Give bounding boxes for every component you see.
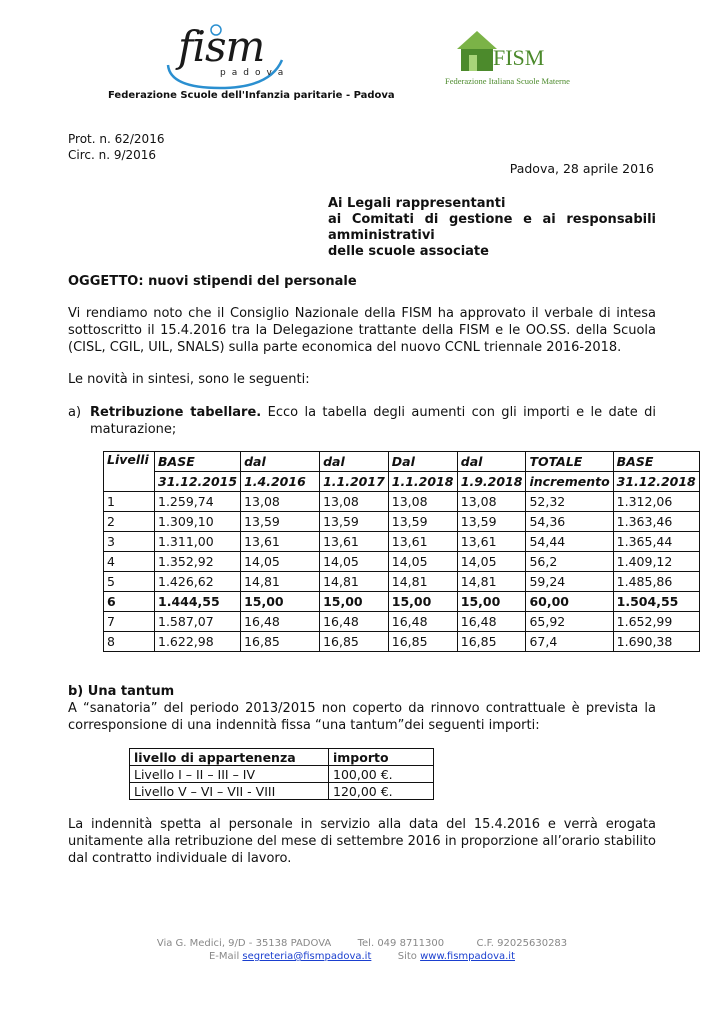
table-cell: 14,05 [320, 552, 389, 572]
logo-left-subtitle: padova [220, 68, 290, 78]
footer-line-2 [0, 951, 724, 962]
item-a-marker: a) [68, 405, 82, 420]
table-cell: 60,00 [526, 592, 613, 612]
table-cell: 1.485,86 [613, 572, 699, 592]
table-cell: 14,81 [388, 572, 457, 592]
level-cell: 6 [104, 592, 155, 612]
table-cell: 14,81 [320, 572, 389, 592]
level-cell: 2 [104, 512, 155, 532]
una-tantum-header-row [130, 749, 434, 766]
table-cell: 1.504,55 [613, 592, 699, 612]
footer-tel: Tel. 049 8711300 [357, 938, 445, 949]
header-cell: dal [457, 452, 526, 472]
table-cell: 15,00 [388, 592, 457, 612]
footer-cf: C.F. 92025630283 [476, 938, 568, 949]
level-cell: 7 [104, 612, 155, 632]
federation-title: Federazione Scuole dell'Infanzia paritarie - Padova [108, 90, 395, 101]
table-cell: 1.622,98 [155, 632, 241, 652]
table-cell: 16,48 [241, 612, 320, 632]
table-cell: 67,4 [526, 632, 613, 652]
table-cell: 1.409,12 [613, 552, 699, 572]
table-cell: 13,59 [320, 512, 389, 532]
footer-email-label: E-Mail [208, 951, 243, 962]
table-cell: 1.309,10 [155, 512, 241, 532]
table-cell: 14,81 [241, 572, 320, 592]
footer-address: Via G. Medici, 9/D - 35138 PADOVA [156, 938, 332, 949]
table-cell: 14,81 [457, 572, 526, 592]
footer-line-1 [0, 938, 724, 949]
logo-right-wordmark: FISM [493, 45, 545, 70]
recipient-line: ai Comitati di gestione e ai responsabili [328, 212, 656, 227]
salary-table-header-row [104, 452, 700, 472]
table-cell: 13,08 [457, 492, 526, 512]
header-cell: 1.9.2018 [457, 472, 526, 492]
table-cell: 54,36 [526, 512, 613, 532]
table-cell: 14,05 [241, 552, 320, 572]
table-cell: 13,08 [241, 492, 320, 512]
header-cell: 1.4.2016 [241, 472, 320, 492]
table-cell: Livello I – II – III – IV [130, 766, 329, 783]
table-cell: 16,48 [388, 612, 457, 632]
table-cell: 1.587,07 [155, 612, 241, 632]
table-cell: 16,48 [320, 612, 389, 632]
table-cell: 15,00 [320, 592, 389, 612]
table-cell: 1.365,44 [613, 532, 699, 552]
protocol-number: Prot. n. 62/2016 [68, 132, 165, 146]
logo-left-wordmark: fism [178, 22, 265, 71]
table-cell: 14,05 [457, 552, 526, 572]
intro-paragraph: Vi rendiamo noto che il Consiglio Nazionale della FISM ha approvato il verbale di intesa sottoscritto il 15.4.2016 tra la Delegazione trattante della FISM e le OO.SS. della Scuola (CISL, CGIL, UIL, SNALS) sulla parte economica del nuovo CCNL triennale 2016-2018. [68, 306, 656, 355]
table-cell: 13,61 [388, 532, 457, 552]
fism-padova-logo [160, 10, 290, 90]
level-cell: 8 [104, 632, 155, 652]
table-cell: 100,00 €. [329, 766, 434, 783]
table-cell: 54,44 [526, 532, 613, 552]
table-cell: 1.426,62 [155, 572, 241, 592]
una-tantum-text: A “sanatoria” del periodo 2013/2015 non coperto da rinnovo contrattuale è prevista la corresponsione di una indennità fissa “una tantum”dei seguenti importi: [68, 701, 656, 733]
table-row [104, 532, 700, 552]
table-cell: 1.652,99 [613, 612, 699, 632]
table-row [104, 512, 700, 532]
header-cell: importo [329, 749, 434, 766]
table-cell: 13,59 [241, 512, 320, 532]
footer-email-link[interactable]: segreteria@fismpadova.it [242, 951, 372, 962]
table-cell: 65,92 [526, 612, 613, 632]
table-cell: 16,48 [457, 612, 526, 632]
table-cell: 13,61 [241, 532, 320, 552]
table-cell: 13,08 [388, 492, 457, 512]
salary-table-header-row [104, 472, 700, 492]
header-cell: dal [241, 452, 320, 472]
table-cell: 1.259,74 [155, 492, 241, 512]
fism-national-logo [445, 25, 595, 95]
table-cell: 13,08 [320, 492, 389, 512]
recipients-block [328, 196, 656, 260]
circular-number: Circ. n. 9/2016 [68, 148, 157, 162]
header-cell: Dal [388, 452, 457, 472]
header-cell: 31.12.2015 [155, 472, 241, 492]
table-row [104, 552, 700, 572]
level-cell: 3 [104, 532, 155, 552]
table-cell: 1.311,00 [155, 532, 241, 552]
header-cell: TOTALE [526, 452, 613, 472]
table-row [104, 572, 700, 592]
header-cell: 1.1.2017 [320, 472, 389, 492]
header-cell: dal [320, 452, 389, 472]
table-cell: 16,85 [388, 632, 457, 652]
logo-right-tagline: Federazione Italiana Scuole Materne [445, 76, 570, 86]
recipient-line: amministrativi [328, 228, 435, 243]
table-row [104, 592, 700, 612]
table-cell: 16,85 [457, 632, 526, 652]
table-row [104, 492, 700, 512]
header-cell: BASE [155, 452, 241, 472]
table-cell: 1.312,06 [613, 492, 699, 512]
table-cell: 13,59 [388, 512, 457, 532]
table-row [130, 766, 434, 783]
footer-site-link[interactable]: www.fismpadova.it [420, 951, 516, 962]
level-cell: 1 [104, 492, 155, 512]
salary-table-body [104, 492, 700, 652]
item-a-bold-label: Retribuzione tabellare. [90, 405, 262, 420]
level-cell: 5 [104, 572, 155, 592]
table-cell: 52,32 [526, 492, 613, 512]
table-cell: 15,00 [457, 592, 526, 612]
subject-line: OGGETTO: nuovi stipendi del personale [68, 274, 357, 289]
table-row [104, 612, 700, 632]
table-cell: 13,59 [457, 512, 526, 532]
table-cell: 59,24 [526, 572, 613, 592]
level-cell: 4 [104, 552, 155, 572]
footer-site-label: Sito [397, 951, 421, 962]
salary-table [103, 451, 700, 652]
table-cell: 16,85 [320, 632, 389, 652]
summary-intro: Le novità in sintesi, sono le seguenti: [68, 372, 310, 387]
header-cell: BASE [613, 452, 699, 472]
table-row [104, 632, 700, 652]
recipient-line: delle scuole associate [328, 244, 489, 259]
table-cell: 56,2 [526, 552, 613, 572]
header-cell: 1.1.2018 [388, 472, 457, 492]
table-cell: 13,61 [457, 532, 526, 552]
header-cell: incremento [526, 472, 613, 492]
table-cell: 14,05 [388, 552, 457, 572]
header-cell: livello di appartenenza [130, 749, 329, 766]
table-cell: 1.363,46 [613, 512, 699, 532]
table-cell: 1.690,38 [613, 632, 699, 652]
table-cell: 1.352,92 [155, 552, 241, 572]
item-a [68, 404, 656, 438]
table-cell: 120,00 €. [329, 783, 434, 800]
recipient-line: Ai Legali rappresentanti [328, 196, 506, 211]
table-cell: 1.444,55 [155, 592, 241, 612]
item-a-description: Ecco la tabella degli aumenti con gli importi e le date di maturazione; [90, 405, 656, 437]
header-cell: 31.12.2018 [613, 472, 699, 492]
document-date: Padova, 28 aprile 2016 [509, 161, 654, 176]
table-cell: 13,61 [320, 532, 389, 552]
una-tantum-title: b) Una tantum [68, 684, 175, 699]
closing-paragraph: La indennità spetta al personale in servizio alla data del 15.4.2016 e verrà erogata unitamente alla retribuzione del mese di settembre 2016 in proporzione all’orario stabilito dal contratto individuale di lavoro. [68, 817, 656, 866]
table-row [130, 783, 434, 800]
header-cell: Livelli [104, 452, 155, 492]
table-cell: 16,85 [241, 632, 320, 652]
table-cell: 15,00 [241, 592, 320, 612]
una-tantum-table [129, 748, 434, 800]
table-cell: Livello V – VI – VII - VIII [130, 783, 329, 800]
item-a-text [90, 404, 656, 438]
